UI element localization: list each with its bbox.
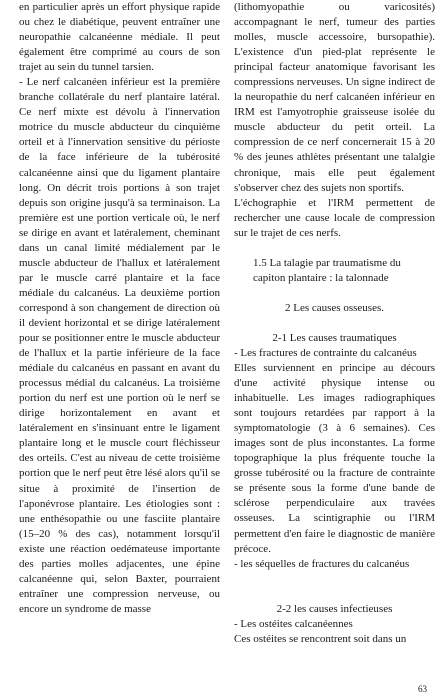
paragraph: Elles surviennent en principe au décours d'une activité physique intense ou inhabituelle. Les images radiographiques sont toujours retardées par rapport à la symptomatologie (3 à 6 semaines). Ces images sont de plus inconstantes. La forme topographique la plus fréquente touche la grosse tubérosité ou la fracture de contrainte se présente sous la forme d'une bande de sclérose perpendiculaire aux travées osseuses. La scintigraphie ou l'IRM permettent d'en faire le diagnostic de manière précoce.	[234, 361, 435, 555]
right-column	[234, 0, 435, 647]
paragraph: L'échographie et l'IRM permettent de rechercher une cause locale de compression sur le trajet de ces nerfs.	[234, 196, 435, 239]
subsection-heading: 2-2 les causes infectieuses	[276, 602, 393, 615]
subsection-heading: 2-1 Les causes traumatiques	[272, 331, 397, 344]
paragraph: en particulier après un effort physique rapide ou chez le diabétique, peuvent entraîner une neuropathie calcanéenne médiale. Il peut également être comprimé au cours de son trajet au sein du tunnel tarsien.	[19, 1, 220, 74]
page-number: 63	[418, 684, 427, 694]
paragraph: - Les fractures de contrainte du calcanéus	[234, 346, 417, 359]
left-column	[19, 0, 220, 617]
paragraph: - Les ostéites calcanéennes	[234, 617, 353, 630]
section-heading: 2 Les causes osseuses.	[285, 301, 384, 314]
section-heading: 1.5 La talagie par traumatisme du capiton plantaire : la talonnade	[253, 256, 401, 284]
paragraph: Ces ostéites se rencontrent soit dans un	[234, 632, 407, 645]
paragraph: (lithomyopathie ou varicosités) accompagnant le nerf, tumeur des parties molles, muscle accessoire, bursopathie). L'existence d'un pied-plat représente le principal facteur anatomique favorisant les compressions nerveuses. Un signe indirect de la neuropathie du nerf calcanéen inférieur en IRM est l'amyotrophie graisseuse isolée du muscle abducteur du petit orteil. La compression de ce nerf concernerait 15 à 20 % des jeunes athlètes présentant une talalgie chronique, mais elle peut également s'observer chez des sujets non sportifs.	[234, 1, 435, 194]
paragraph: - Le nerf calcanéen inférieur est la première branche collatérale du nerf plantaire latéral. Ce nerf mixte est dévolu à l'innervation motrice du muscle abducteur du cinquième orteil et à l'innervation sensitive du périoste de la face inférieure de la tubérosité calcanéenne ainsi que du ligament plantaire long. On décrit trois portions à son trajet depuis son origine jusqu'à sa terminaison. La première est une portion verticale où, le nerf se dirige en avant et latéralement, cheminant dans un canal limité médialement par le muscle abducteur de l'hallux et latéralement par le muscle carré plantaire et la face médiale du calcanéus. La deuxième portion correspond à son changement de direction où il devient horizontal et se dirige latéralement pour se positionner entre le muscle abducteur de l'hallux et la partie inférieure de la face médiale du calcanéus en passant en avant du processus médial du calcanéus. La troisième portion du nerf est une portion où le nerf se dirige horizontalement en avant et latéralement en s'insinuant entre le ligament plantaire long et le muscle court fléchisseur des orteils. C'est au niveau de cette troisième portion que le nerf peut être lésé alors qu'il se situe à proximité de l'insertion de l'aponévrose plantaire. Les étiologies sont : une enthésopathie ou une fasciite plantaire (15–20 % des cas), notamment lorsqu'il existe une réaction oedémateuse importante des parties molles adjacentes, une épine calcanéenne qui, selon Baxter, pourraient entraîner une compression nerveuse, ou encore un syndrome de masse	[19, 76, 220, 615]
paragraph: - les séquelles de fractures du calcanéus	[234, 557, 410, 570]
